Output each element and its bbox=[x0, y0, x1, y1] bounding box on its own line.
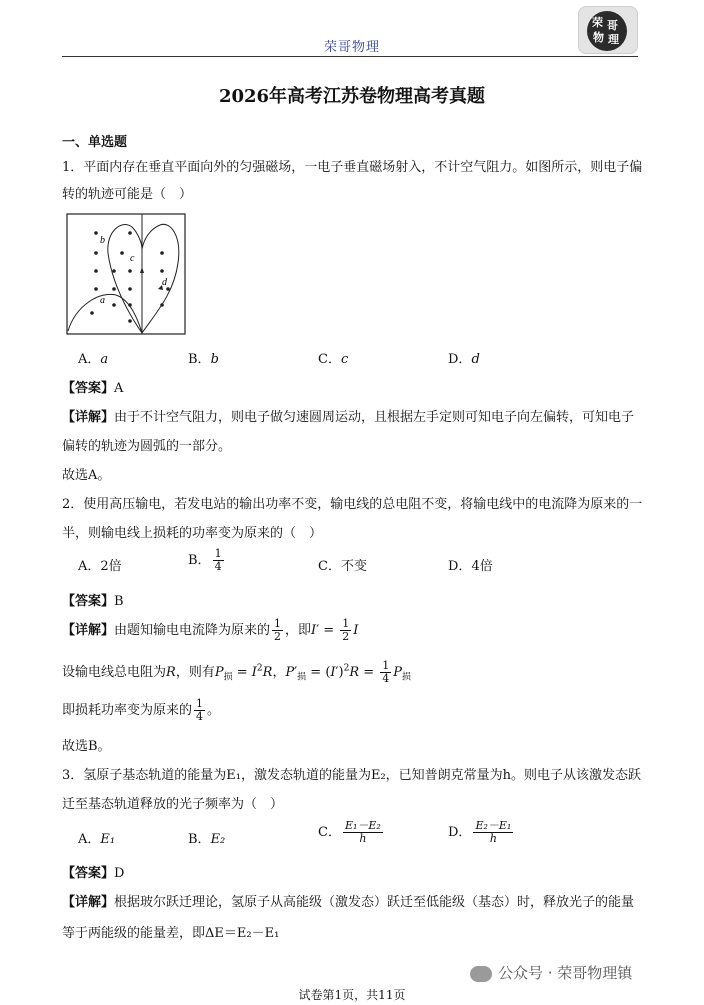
q2-option-b: B． $\frac{1}{4}$ bbox=[188, 547, 222, 573]
wechat-icon bbox=[470, 966, 492, 982]
wechat-watermark: 公众号 · 荣哥物理镇 bbox=[470, 962, 632, 983]
label-a: a bbox=[100, 295, 105, 306]
q1-stem-line1: 1．平面内存在垂直平面向外的匀强磁场，一电子垂直磁场射入，不计空气阻力。如图所示，则电子偏 bbox=[62, 160, 643, 175]
trajectory-c bbox=[108, 225, 142, 333]
trajectory-d bbox=[142, 224, 179, 333]
q3-option-d: D． $\frac{\text{E₂－E₁}}{h}$ bbox=[448, 819, 512, 845]
q2-option-a: A．2倍 bbox=[78, 559, 122, 574]
q2-stem-line1: 2．使用高压输电，若发电站的输出功率不变，输电线的总电阻不变，将输电线中的电流降为原来的一 bbox=[62, 497, 643, 512]
header-divider bbox=[62, 56, 638, 57]
q1-explain-line1: 【详解】由于不计空气阻力，则电子做匀速圆周运动，且根据左手定则可知电子向左偏转，可知电子 bbox=[62, 410, 635, 425]
q3-answer: 【答案】D bbox=[62, 866, 125, 881]
q2-option-d: D．4倍 bbox=[448, 559, 493, 574]
q3-option-b: B．E₂ bbox=[188, 832, 226, 847]
q2-stem-line2: 半，则输电线上损耗的功率变为原来的（ ） bbox=[62, 526, 323, 541]
label-c: c bbox=[130, 253, 135, 264]
running-header: 荣哥物理 bbox=[323, 40, 380, 55]
logo-seal-icon: 荣 哥 物 理 bbox=[587, 11, 627, 51]
section-heading: 一、单选题 bbox=[62, 135, 128, 150]
page-footer: 试卷第1页，共11页 bbox=[298, 988, 406, 1002]
brand-logo bbox=[578, 6, 638, 54]
q3-stem-line1: 3．氢原子基态轨道的能量为E₁，激发态轨道的能量为E₂，已知普朗克常量为h。则电子从该激发态跃 bbox=[62, 768, 642, 783]
q3-option-a: A．E₁ bbox=[78, 832, 116, 847]
q1-option-a: A．a bbox=[78, 352, 109, 367]
q2-option-c: C．不变 bbox=[318, 559, 367, 574]
q3-explain-line2: 等于两能级的能量差，即ΔE＝E₂－E₁ bbox=[62, 926, 280, 941]
q2-explain-line1: 【详解】由题知输电电流降为原来的 $\frac{1}{2}$ ，即I′ = $\frac{1}{2}$ I bbox=[62, 617, 359, 643]
trajectory-a bbox=[68, 294, 142, 333]
q1-explain-line2: 偏转的轨迹为圆弧的一部分。 bbox=[62, 439, 232, 454]
field-boundary bbox=[67, 214, 185, 334]
q2-explain-line3: 即损耗功率变为原来的 $\frac{1}{4}$ 。 bbox=[62, 697, 221, 723]
arrow-up bbox=[140, 267, 144, 273]
q2-conclusion: 故选B。 bbox=[62, 739, 111, 754]
q1-answer: 【答案】A bbox=[62, 381, 124, 396]
q2-answer: 【答案】B bbox=[62, 594, 124, 609]
q1-option-c: C．c bbox=[318, 352, 349, 367]
q2-explain-line2: 设输电线总电阻为R，则有$P_损 = I^2R$，$P'_损 = (I')^2R$ = $\frac{1}{4}$ $P_损$ bbox=[62, 659, 412, 685]
q1-option-d: D．d bbox=[448, 352, 480, 367]
q1-option-b: B．b bbox=[188, 352, 219, 367]
q1-stem-line2: 转的轨迹可能是（ ） bbox=[62, 187, 193, 202]
q1-conclusion: 故选A。 bbox=[62, 468, 111, 483]
q3-explain-line1: 【详解】根据玻尔跃迁理论，氢原子从高能级（激发态）跃迁至低能级（基态）时，释放光子的能量 bbox=[62, 895, 635, 910]
q3-option-c: C． $\frac{\text{E₁－E₂}}{h}$ bbox=[318, 819, 381, 845]
page-title: 2026年高考江苏卷物理高考真题 bbox=[218, 86, 486, 107]
label-d: d bbox=[162, 277, 167, 288]
q3-stem-line2: 迁至基态轨道释放的光子频率为（ ） bbox=[62, 797, 284, 812]
magnetic-field-figure bbox=[66, 213, 186, 335]
label-b: b bbox=[100, 235, 105, 246]
